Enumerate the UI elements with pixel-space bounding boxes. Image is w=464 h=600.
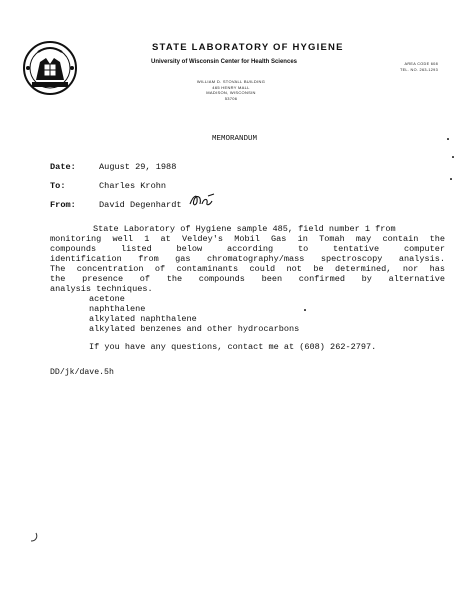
area-code: AREA CODE 608 [404, 62, 438, 66]
body-line: monitoring well 1 at Veldey's Mobil Gas in Tomah may contain the [50, 234, 445, 244]
org-phone [386, 61, 438, 73]
org-name: STATE LABORATORY OF HYGIENE [152, 42, 344, 53]
list-item: acetone [89, 294, 125, 304]
scan-speck [304, 309, 306, 311]
body-line: identification from gas chromatography/mass spectroscopy analysis. [50, 254, 445, 264]
address-line: 465 HENRY MALL [212, 84, 250, 90]
state-seal-icon [22, 40, 78, 96]
body-line: compounds listed below according to tentative computer [50, 244, 445, 254]
from-label: From: [50, 200, 76, 210]
org-address [186, 79, 276, 101]
to-value: Charles Krohn [99, 181, 167, 191]
address-line: WILLIAM D. STOVALL BUILDING [196, 79, 266, 84]
scan-speck [452, 156, 454, 158]
list-item: alkylated naphthalene [89, 314, 197, 324]
list-item: alkylated benzenes and other hydrocarbons [89, 324, 300, 334]
memo-title: MEMORANDUM [212, 135, 258, 143]
compound-list [89, 294, 299, 334]
from-value: David Degenhardt [99, 200, 182, 210]
scan-speck [450, 178, 452, 180]
date-value: August 29, 1988 [99, 162, 177, 172]
body-line: State Laboratory of Hygiene sample 485, field number 1 from [93, 224, 396, 234]
org-subtitle: University of Wisconsin Center for Health Sciences [151, 59, 297, 65]
address-line: MADISON, WISCONSIN [206, 90, 256, 95]
body-line: The concentration of contaminants could not be determined, nor has [50, 264, 445, 274]
memo-body [50, 224, 445, 294]
date-label: Date: [50, 162, 76, 172]
to-label: To: [50, 181, 66, 191]
telephone: TEL. NO. 263-1293 [399, 68, 438, 72]
scan-speck [447, 138, 449, 140]
reference-initials: DD/jk/dave.5h [50, 368, 114, 377]
list-item: naphthalene [89, 304, 146, 314]
closing-line: If you have any questions, contact me at (608) 262-2797. [89, 342, 377, 352]
pen-mark-icon [28, 531, 40, 543]
handwritten-initials-icon [188, 192, 216, 208]
address-line: 53706 [224, 95, 238, 101]
body-line: the presence of the compounds been confirmed by alternative [50, 274, 445, 284]
body-line: analysis techniques. [50, 284, 153, 294]
